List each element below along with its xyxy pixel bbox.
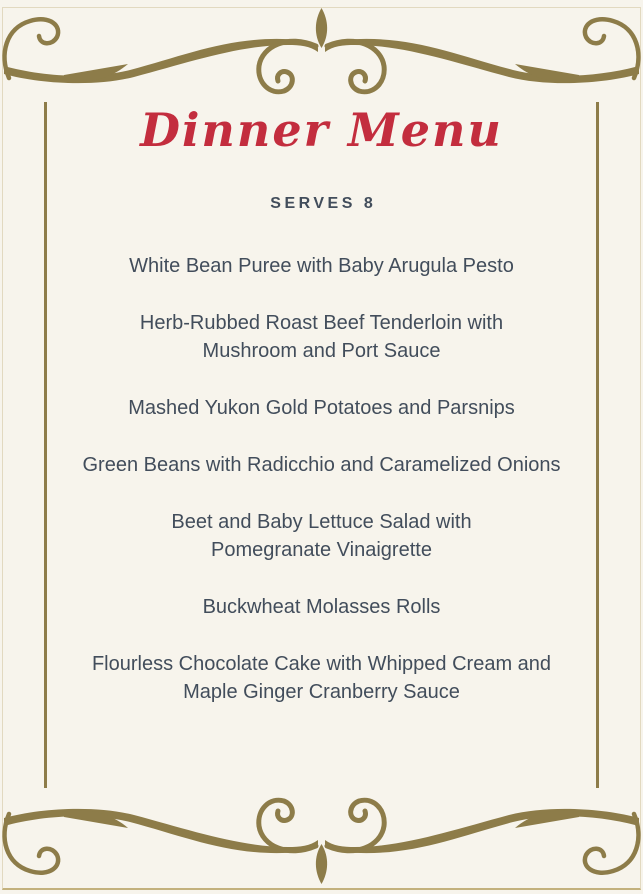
menu-item-line: Pomegranate Vinaigrette [211, 539, 432, 561]
menu-item-line: Flourless Chocolate Cake with Whipped Cream and [91, 653, 552, 675]
menu-item-line: Mashed Yukon Gold Potatoes and Parsnips [128, 397, 515, 419]
menu-item [50, 252, 593, 280]
flourish-right-half [325, 800, 639, 872]
bottom-flourish-ornament [0, 788, 643, 888]
flourish-right-half [325, 19, 639, 91]
menu-item [50, 394, 593, 422]
menu-item-line: Buckwheat Molasses Rolls [202, 596, 441, 618]
menu-item-line: Maple Ginger Cranberry Sauce [183, 681, 460, 703]
flourish-left-half [4, 800, 318, 872]
menu-item [50, 508, 593, 564]
serves-subtitle: SERVES 8 [270, 195, 377, 212]
menu-item-line: Beet and Baby Lettuce Salad with [171, 511, 472, 533]
menu-item-line: Mushroom and Port Sauce [202, 340, 441, 362]
menu-item [50, 593, 593, 621]
menu-item-line: Green Beans with Radicchio and Caramelized Onions [82, 454, 561, 476]
menu-item [50, 309, 593, 365]
menu-item-list [50, 252, 593, 735]
menu-item-line: Herb-Rubbed Roast Beef Tenderloin with [139, 312, 504, 334]
flourish-left-half [4, 19, 318, 91]
center-leaf-ornament [316, 8, 327, 48]
menu-item-line: White Bean Puree with Baby Arugula Pesto [129, 255, 514, 277]
menu-item [50, 650, 593, 706]
menu-item [50, 451, 593, 479]
center-leaf-ornament [316, 844, 327, 884]
top-flourish-ornament [0, 4, 643, 104]
menu-title: Dinner Menu [140, 103, 503, 157]
